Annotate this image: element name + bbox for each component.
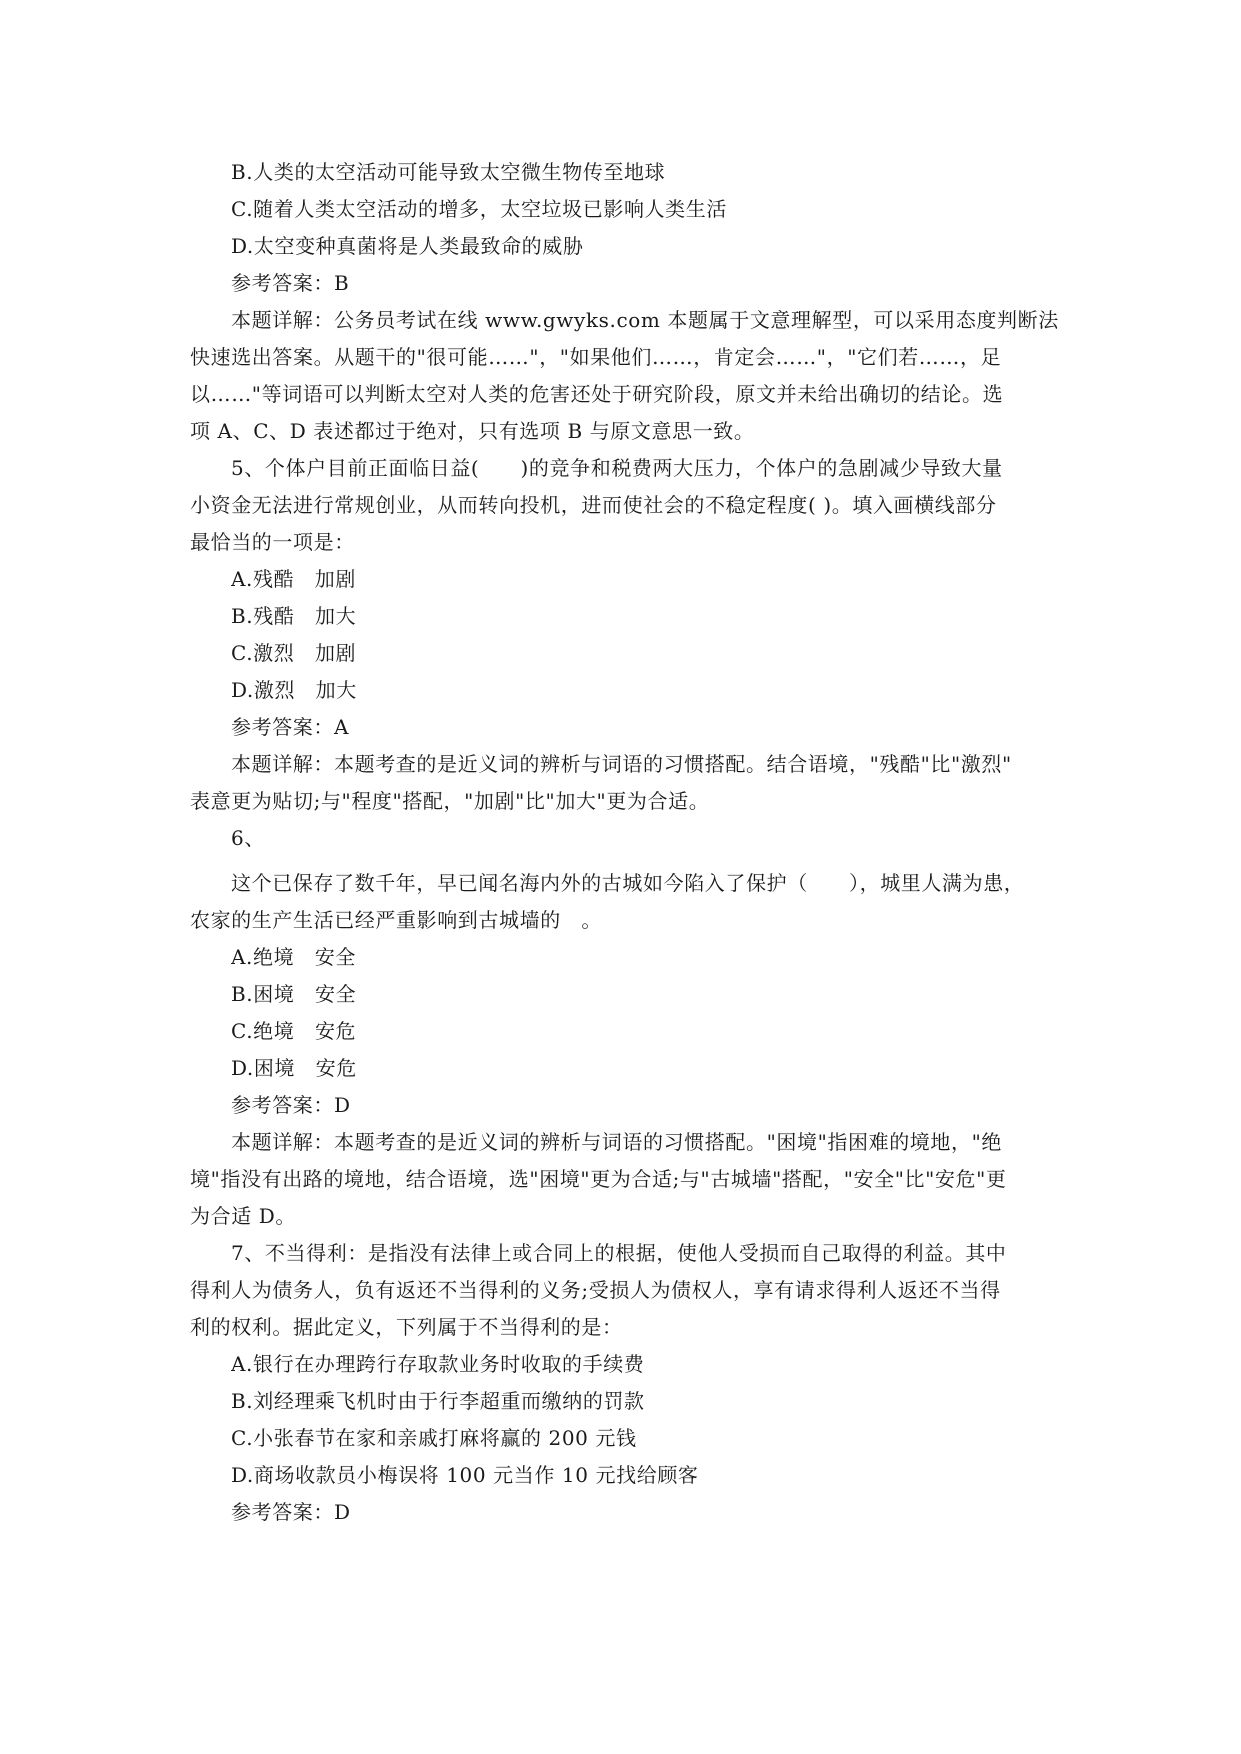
- option-b-q7: B.刘经理乘飞机时由于行李超重而缴纳的罚款: [231, 1389, 645, 1413]
- question-7-line-2: 得利人为债务人，负有返还不当得利的义务;受损人为债权人，享有请求得利人返还不当得: [190, 1278, 1001, 1302]
- option-c-q4: C.随着人类太空活动的增多，太空垃圾已影响人类生活: [231, 197, 727, 221]
- explanation-q4-line-2: 快速选出答案。从题干的"很可能……"，"如果他们……，肯定会……"，"它们若……，足: [190, 345, 1002, 369]
- option-d-q7: D.商场收款员小梅误将 100 元当作 10 元找给顾客: [231, 1463, 699, 1487]
- option-c-q6: C.绝境 安危: [231, 1019, 357, 1043]
- option-c-q5: C.激烈 加剧: [231, 641, 357, 665]
- option-d-q4: D.太空变种真菌将是人类最致命的威胁: [231, 234, 584, 258]
- option-a-q6: A.绝境 安全: [231, 945, 357, 969]
- question-5-line-2: 小资金无法进行常规创业，从而转向投机，进而使社会的不稳定程度( )。填入画横线部分: [190, 493, 997, 517]
- question-6-line-1: 这个已保存了数千年，早已闻名海内外的古城如今陷入了保护（ ），城里人满为患，: [231, 871, 1025, 895]
- question-5-line-1: 5、个体户目前正面临日益( )的竞争和税费两大压力，个体户的急剧减少导致大量: [231, 456, 1003, 480]
- option-b-q5: B.残酷 加大: [231, 604, 357, 628]
- explanation-q4-line-4: 项 A、C、D 表述都过于绝对，只有选项 B 与原文意思一致。: [190, 419, 755, 443]
- question-7-line-3: 利的权利。据此定义，下列属于不当得利的是：: [190, 1315, 623, 1339]
- explanation-q5-line-1: 本题详解：本题考查的是近义词的辨析与词语的习惯搭配。结合语境，"残酷"比"激烈": [231, 752, 1012, 776]
- question-7-line-1: 7、不当得利：是指没有法律上或合同上的根据，使他人受损而自己取得的利益。其中: [231, 1241, 1007, 1265]
- question-6-number: 6、: [231, 826, 265, 850]
- answer-q4: 参考答案：B: [231, 271, 350, 295]
- explanation-q4-line-3: 以……"等词语可以判断太空对人类的危害还处于研究阶段，原文并未给出确切的结论。选: [190, 382, 1004, 406]
- question-5-line-3: 最恰当的一项是：: [190, 530, 355, 554]
- question-6-line-2: 农家的生产生活已经严重影响到古城墙的 。: [190, 908, 602, 932]
- option-d-q5: D.激烈 加大: [231, 678, 357, 702]
- option-c-q7: C.小张春节在家和亲戚打麻将赢的 200 元钱: [231, 1426, 637, 1450]
- explanation-q6-line-2: 境"指没有出路的境地，结合语境，选"困境"更为合适;与"古城墙"搭配，"安全"比"安危"更: [190, 1167, 1007, 1191]
- option-b-q6: B.困境 安全: [231, 982, 357, 1006]
- explanation-q5-line-2: 表意更为贴切;与"程度"搭配，"加剧"比"加大"更为合适。: [190, 789, 710, 813]
- explanation-q6-line-3: 为合适 D。: [190, 1204, 296, 1228]
- explanation-q4-line-1: 本题详解：公务员考试在线 www.gwyks.com 本题属于文意理解型，可以采用态度判断法: [231, 308, 1059, 332]
- answer-q6: 参考答案：D: [231, 1093, 351, 1117]
- explanation-q6-line-1: 本题详解：本题考查的是近义词的辨析与词语的习惯搭配。"困境"指困难的境地，"绝: [231, 1130, 1002, 1154]
- option-a-q5: A.残酷 加剧: [231, 567, 357, 591]
- option-b-q4: B.人类的太空活动可能导致太空微生物传至地球: [231, 160, 666, 184]
- answer-q5: 参考答案：A: [231, 715, 350, 739]
- option-a-q7: A.银行在办理跨行存取款业务时收取的手续费: [231, 1352, 645, 1376]
- answer-q7: 参考答案：D: [231, 1500, 351, 1524]
- option-d-q6: D.困境 安危: [231, 1056, 357, 1080]
